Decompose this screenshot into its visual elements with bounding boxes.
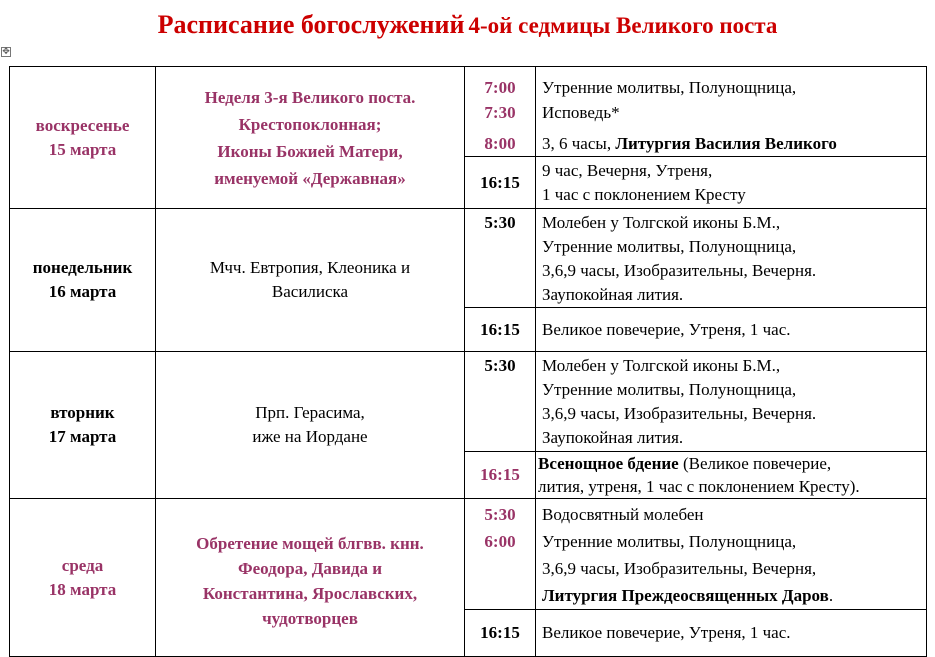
service-cell: [536, 67, 927, 157]
feast-line: иже на Иордане: [252, 427, 368, 446]
time: 16:15: [480, 319, 520, 339]
service-line: Утренние молитвы, Полунощница,: [542, 532, 797, 551]
service-line: Водосвятный молебен: [542, 505, 704, 524]
feast-line: Константина, Ярославских,: [202, 584, 418, 603]
table-move-handle-icon[interactable]: ✥: [2, 47, 10, 57]
service-line: 1 час с поклонением Кресту: [542, 184, 746, 204]
service-line: лития, утреня, 1 час с поклонением Кресту).: [538, 477, 860, 496]
time: 8:00: [484, 134, 516, 153]
service-line: 3,6,9 часы, Изобразительны, Вечерня.: [542, 404, 817, 423]
feast-line: Неделя 3-я Великого поста.: [204, 87, 416, 107]
service-line: Молебен у Толгской иконы Б.М.,: [542, 356, 781, 375]
liturgy-name: Литургия Преждеосвященных Даров: [542, 586, 829, 605]
service-line: Заупокойная лития.: [542, 285, 684, 304]
service-line: Великое повечерие, Утреня, 1 час.: [542, 319, 791, 339]
time: 16:15: [480, 465, 520, 484]
day-cell-sunday: [10, 67, 156, 209]
service-line: Великое повечерие, Утреня, 1 час.: [542, 623, 791, 642]
feast-line: Мчч. Евтропия, Клеоника и: [209, 258, 411, 277]
service-cell: [536, 352, 927, 452]
service-line: 9 час, Вечерня, Утреня,: [542, 160, 713, 180]
date: 17 марта: [48, 427, 117, 446]
day-cell-wednesday: [10, 499, 156, 657]
weekday: вторник: [50, 403, 115, 422]
time-cell: [465, 157, 536, 209]
service-cell: [536, 499, 927, 610]
title-main: Расписание богослужений: [157, 10, 465, 39]
service-line: Утренние молитвы, Полунощница,: [542, 237, 797, 256]
weekday: воскресенье: [35, 115, 130, 135]
service-text: .: [828, 586, 834, 605]
time: 5:30: [484, 356, 516, 375]
feast-line: Василиска: [271, 282, 349, 301]
service-line: 3,6,9 часы, Изобразительны, Вечерня,: [542, 559, 817, 578]
time: 6:00: [484, 532, 516, 551]
title-week: 4-ой седмицы Великого поста: [468, 13, 778, 38]
time-cell: [465, 499, 536, 610]
feast-line: Прп. Герасима,: [255, 403, 365, 422]
time-cell: [465, 308, 536, 352]
service-line: [542, 582, 920, 609]
table-row: [10, 209, 927, 308]
feast-line: именуемой «Державная»: [214, 168, 406, 188]
time: 5:30: [484, 505, 516, 524]
table-row: [10, 67, 927, 157]
service-line: [542, 131, 920, 156]
time: 7:30: [484, 103, 516, 122]
service-cell: [536, 452, 927, 499]
service-line: 3,6,9 часы, Изобразительны, Вечерня.: [542, 261, 817, 280]
vigil-text: (Великое повечерие,: [678, 454, 832, 473]
service-cell: [536, 308, 927, 352]
weekday: понедельник: [32, 258, 133, 277]
feast-line: Феодора, Давида и: [237, 559, 383, 578]
day-cell-tuesday: [10, 352, 156, 499]
time-cell: [465, 610, 536, 657]
service-cell: [536, 610, 927, 657]
feast-line: Крестопоклонная;: [238, 114, 382, 134]
feast-cell-sunday: [156, 67, 465, 209]
service-cell: [536, 209, 927, 308]
time: 5:30: [484, 213, 516, 232]
service-line: [538, 452, 920, 475]
time: 16:15: [480, 172, 520, 192]
table-row: [10, 352, 927, 452]
time-cell: [465, 352, 536, 452]
time: 7:00: [484, 78, 516, 97]
service-cell: [536, 157, 927, 209]
service-line: Молебен у Толгской иконы Б.М.,: [542, 213, 781, 232]
time-cell: [465, 452, 536, 499]
service-text: 3, 6 часы,: [542, 134, 616, 153]
time-cell: [465, 67, 536, 157]
page-title: [0, 10, 935, 40]
date: 18 марта: [48, 579, 117, 599]
feast-line: чудотворцев: [262, 609, 358, 628]
schedule-table: [9, 66, 927, 657]
day-cell-monday: [10, 209, 156, 352]
date: 15 марта: [48, 139, 117, 159]
liturgy-name: Литургия Василия Великого: [615, 134, 837, 153]
feast-line: Иконы Божией Матери,: [217, 141, 403, 161]
time: 16:15: [480, 623, 520, 642]
feast-cell-monday: [156, 209, 465, 352]
vigil-name: Всенощное бдение: [538, 454, 679, 473]
table-row: [10, 499, 927, 610]
weekday: среда: [61, 555, 104, 575]
service-line: Исповедь*: [542, 103, 620, 122]
date: 16 марта: [48, 282, 117, 301]
feast-cell-wednesday: [156, 499, 465, 657]
feast-cell-tuesday: [156, 352, 465, 499]
service-line: Заупокойная лития.: [542, 428, 684, 447]
feast-line: Обретение мощей блгвв. кнн.: [196, 534, 424, 553]
service-line: Утренние молитвы, Полунощница,: [542, 78, 797, 97]
service-line: Утренние молитвы, Полунощница,: [542, 380, 797, 399]
time-cell: [465, 209, 536, 308]
